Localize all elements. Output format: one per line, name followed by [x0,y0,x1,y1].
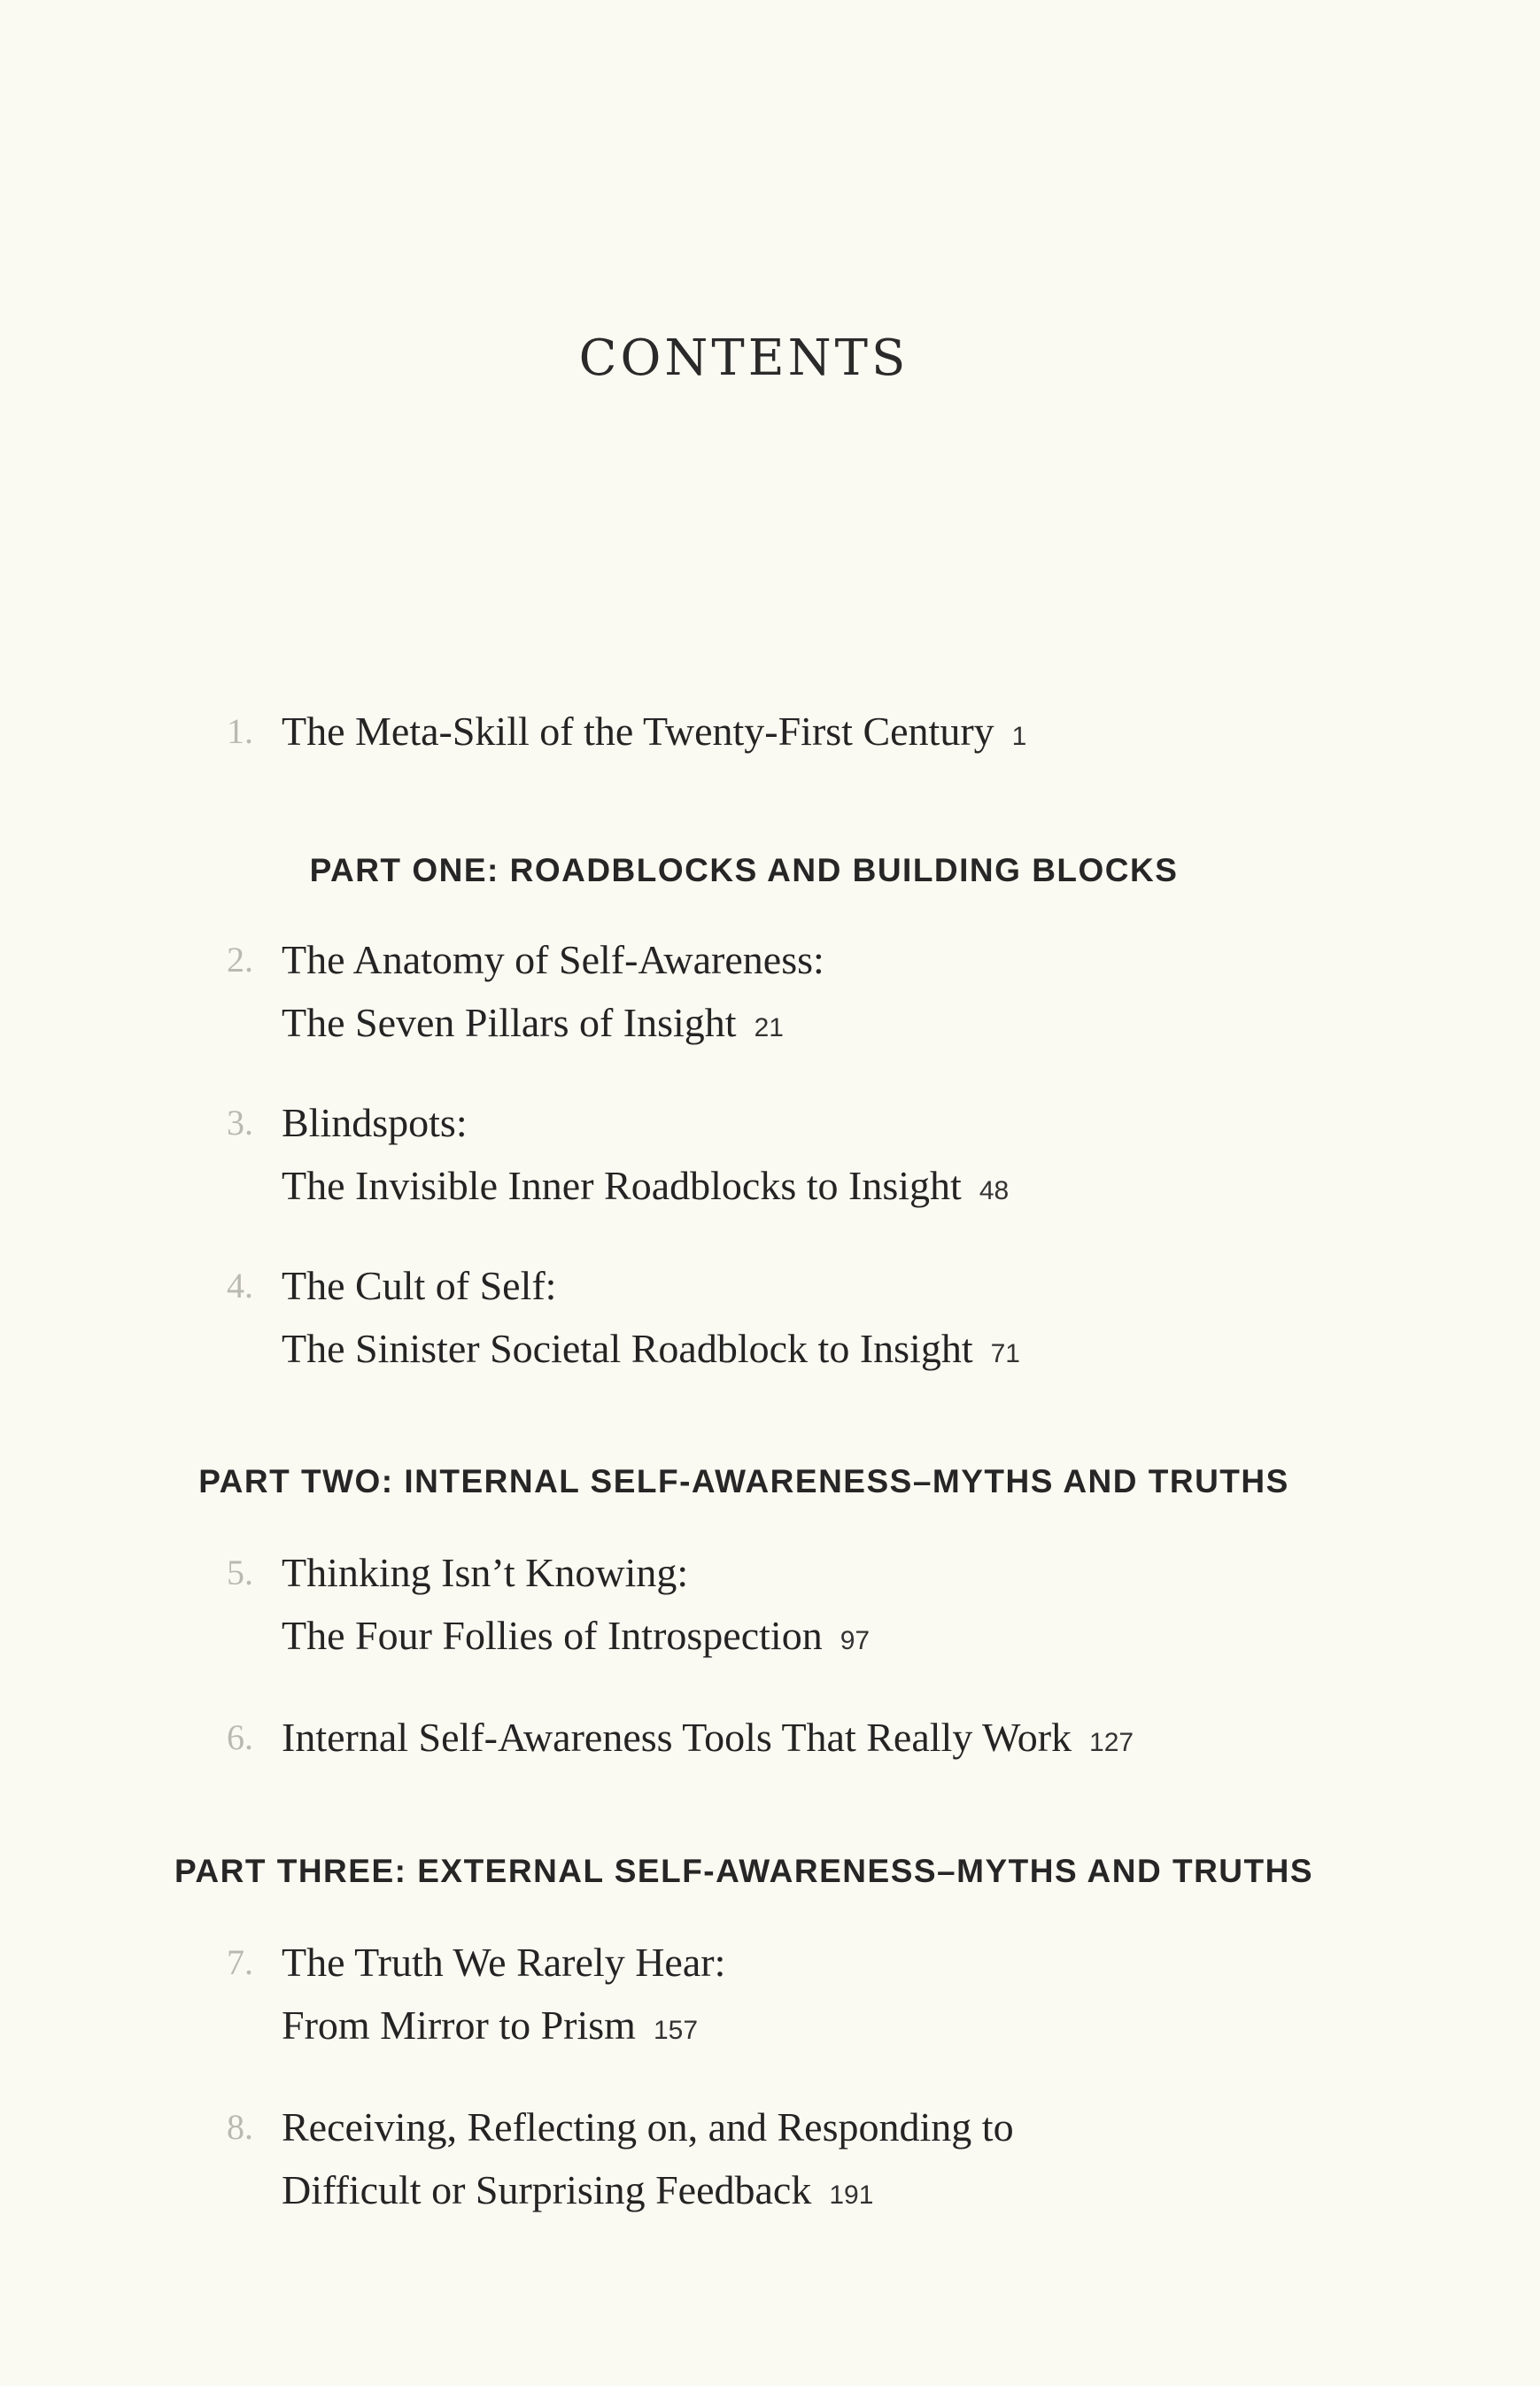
toc-entry-chapter-6 [227,1706,1134,1774]
chapter-subtitle: Difficult or Surprising Feedback [282,2167,812,2212]
toc-entry-chapter-7 [227,1931,726,2062]
chapter-subtitle: The Invisible Inner Roadblocks to Insight [282,1163,962,1208]
part-heading-two: PART TWO: INTERNAL SELF-AWARENESS–MYTHS AND TRUTHS [198,1463,1289,1499]
toc-entry-chapter-3 [227,1091,1010,1222]
page-number: 191 [829,2181,874,2210]
toc-entry-chapter-4 [227,1254,1020,1385]
chapter-title: Internal Self-Awareness Tools That Really Work [282,1715,1072,1760]
chapter-number: 3. [227,1103,253,1143]
chapter-number: 6. [227,1717,253,1757]
page-number: 48 [979,1176,1010,1205]
part-heading-three: PART THREE: EXTERNAL SELF-AWARENESS–MYTHS AND TRUTHS [174,1853,1314,1889]
toc-entry-chapter-8 [227,2095,1014,2227]
page-number: 157 [653,2016,699,2045]
chapter-number: 8. [227,2107,253,2147]
chapter-subtitle: The Sinister Societal Roadblock to Insight [282,1326,973,1371]
chapter-title: Blindspots: [282,1100,468,1145]
chapter-title: Thinking Isn’t Knowing: [282,1550,689,1595]
chapter-title: Receiving, Reflecting on, and Responding to [282,2104,1014,2150]
page-number: 21 [754,1013,784,1042]
page-number: 71 [990,1339,1020,1368]
chapter-title: The Meta-Skill of the Twenty-First Century [282,709,994,754]
part-heading-one: PART ONE: ROADBLOCKS AND BUILDING BLOCKS [309,852,1179,888]
page-title: CONTENTS [578,329,909,387]
chapter-number: 7. [227,1942,253,1982]
chapter-number: 1. [227,711,253,751]
page-number: 127 [1089,1728,1134,1757]
toc-entry-chapter-1 [227,700,1027,768]
chapter-subtitle: The Four Follies of Introspection [282,1613,823,1658]
chapter-title: The Anatomy of Self-Awareness: [282,937,824,982]
page-number: 1 [1011,722,1027,751]
page-number: 97 [840,1626,871,1655]
toc-entry-chapter-5 [227,1541,871,1672]
chapter-number: 2. [227,940,253,980]
chapter-number: 5. [227,1553,253,1592]
chapter-title: The Cult of Self: [282,1263,557,1308]
chapter-subtitle: From Mirror to Prism [282,2003,636,2048]
chapter-subtitle: The Seven Pillars of Insight [282,1000,737,1045]
toc-entry-chapter-2 [227,928,824,1059]
chapter-number: 4. [227,1266,253,1305]
chapter-title: The Truth We Rarely Hear: [282,1940,726,1985]
